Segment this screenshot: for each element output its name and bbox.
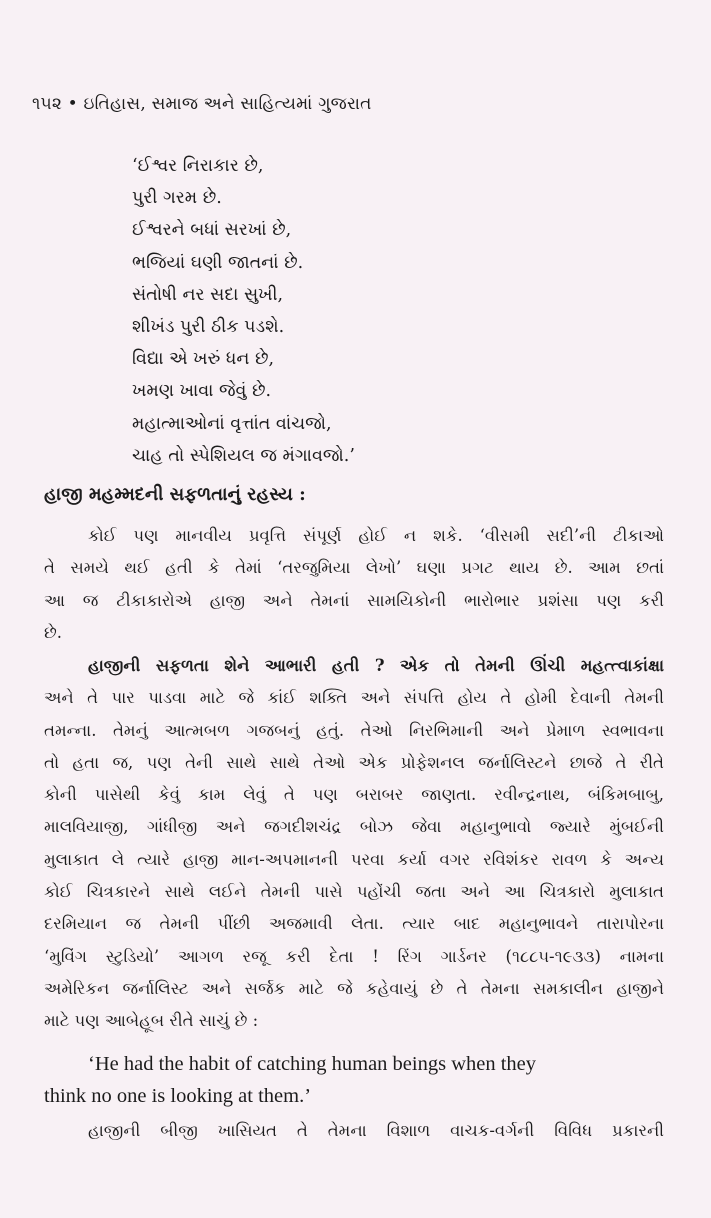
text-line: કોની પાસેથી કેવું કામ લેવું તે પણ બરાબર જાણતા. રવીન્દ્રનાથ, બંકિમબાબુ,	[44, 785, 664, 805]
poem-line: ચાહ તો સ્પેશિયલ જ મંગાવજો.’	[132, 445, 355, 466]
poem-line: ઈશ્વરને બધાં સરખાં છે,	[132, 220, 292, 241]
running-head: ૧૫૨ • ઇતિહાસ, સમાજ અને સાહિત્યમાં ગુજરાત	[32, 94, 372, 114]
quote-line: think no one is looking at them.’	[44, 1085, 312, 1107]
text-line: મુલાકાત લે ત્યારે હાજી માન-અપમાનની પરવા કર્યા વગર રવિશંકર રાવળ કે અન્ય	[44, 849, 664, 869]
paragraph-readership	[44, 1115, 664, 1147]
poem-line: ‘ઈશ્વર નિરાકાર છે,	[132, 156, 264, 176]
text-line: અમેરિકન જર્નાલિસ્ટ અને સર્જક માટે જે કહેવાયું છે તે તેમના સમકાલીન હાજીને	[44, 978, 664, 998]
poem-line: પુરી ગરમ છે.	[132, 188, 222, 209]
english-quote	[44, 1048, 664, 1112]
section-heading: હાજી મહમ્મદની સફળતાનું રહસ્ય :	[44, 484, 306, 505]
text-line: માલવિયાજી, ગાંધીજી અને જગદીશચંદ્ર બોઝ જેવા મહાનુભાવો જ્યારે મુંબઈની	[44, 817, 664, 837]
text-line: દરમિયાન જ તેમની પીંછી અજમાવી લેતા. ત્યાર બાદ મહાનુભાવને તારાપોરના	[44, 914, 664, 934]
text-line: તમન્ના. તેમનું આત્મબળ ગજબનું હતું. તેઓ નિરભિમાની અને પ્રેમાળ સ્વભાવના	[44, 720, 664, 740]
quote-line: ‘He had the habit of catching human beings when they	[88, 1053, 537, 1075]
text-line: અને તે પાર પાડવા માટે જે કાંઈ શક્તિ અને સંપત્તિ હોય તે હોમી દેવાની તેમની	[44, 688, 664, 708]
poem-line: મહાત્માઓનાં વૃત્તાંત વાંચજો,	[132, 413, 332, 434]
text-line: કોઈ પણ માનવીય પ્રવૃત્તિ સંપૂર્ણ હોઈ ન શકે. ‘વીસમી સદી’ની ટીકાઓ	[88, 526, 664, 545]
poem-line: ભજિયાં ઘણી જાતનાં છે.	[132, 252, 304, 273]
text-line: હાજીની બીજી ખાસિયત તે તેમના વિશાળ વાચક-વર્ગની વિવિધ પ્રકારની	[88, 1121, 664, 1140]
text-line: તો હતા જ, પણ તેની સાથે સાથે તેઓ એક પ્રોફેશનલ જર્નાલિસ્ટને છાજે તે રીતે	[44, 752, 664, 772]
text-line: ‘મુવિંગ સ્ટુડિયો’ આગળ રજૂ કરી દેતા ! રિંગ ગાર્ડનર (૧૮૮૫-૧૯૩૩) નામના	[44, 946, 664, 966]
text-line: કોઈ ચિત્રકારને સાથે લઈને તેમની પાસે પહોંચી જતા અને આ ચિત્રકારો મુલાકાત	[44, 882, 664, 902]
poem-line: ખમણ ખાવા જેવું છે.	[132, 381, 272, 402]
text-line: તે સમયે થઈ હતી કે તેમાં ‘તરજુમિયા લેખો’ ઘણા પ્રગટ થાય છે. આમ છતાં	[44, 558, 664, 578]
paragraph-success	[44, 650, 664, 1038]
text-line: આ જ ટીકાકારોએ હાજી અને તેમનાં સામયિકોની ભારોભાર પ્રશંસા પણ કરી	[44, 590, 664, 610]
poem-line: શીખંડ પુરી ઠીક પડશે.	[132, 316, 285, 337]
poem-line: વિદ્યા એ ખરું ધન છે,	[132, 349, 275, 370]
text-line-bold: હાજીની સફળતા શેને આભારી હતી ? એક તો તેમની ઊંચી મહત્ત્વાકાંક્ષા	[88, 656, 664, 675]
text-line: છે.	[44, 622, 62, 642]
text-line: માટે પણ આબેહૂબ રીતે સાચું છે :	[44, 1011, 259, 1031]
poem-line: સંતોષી નર સદા સુખી,	[132, 284, 284, 305]
poem	[132, 150, 355, 472]
paragraph-criticism	[44, 520, 664, 649]
